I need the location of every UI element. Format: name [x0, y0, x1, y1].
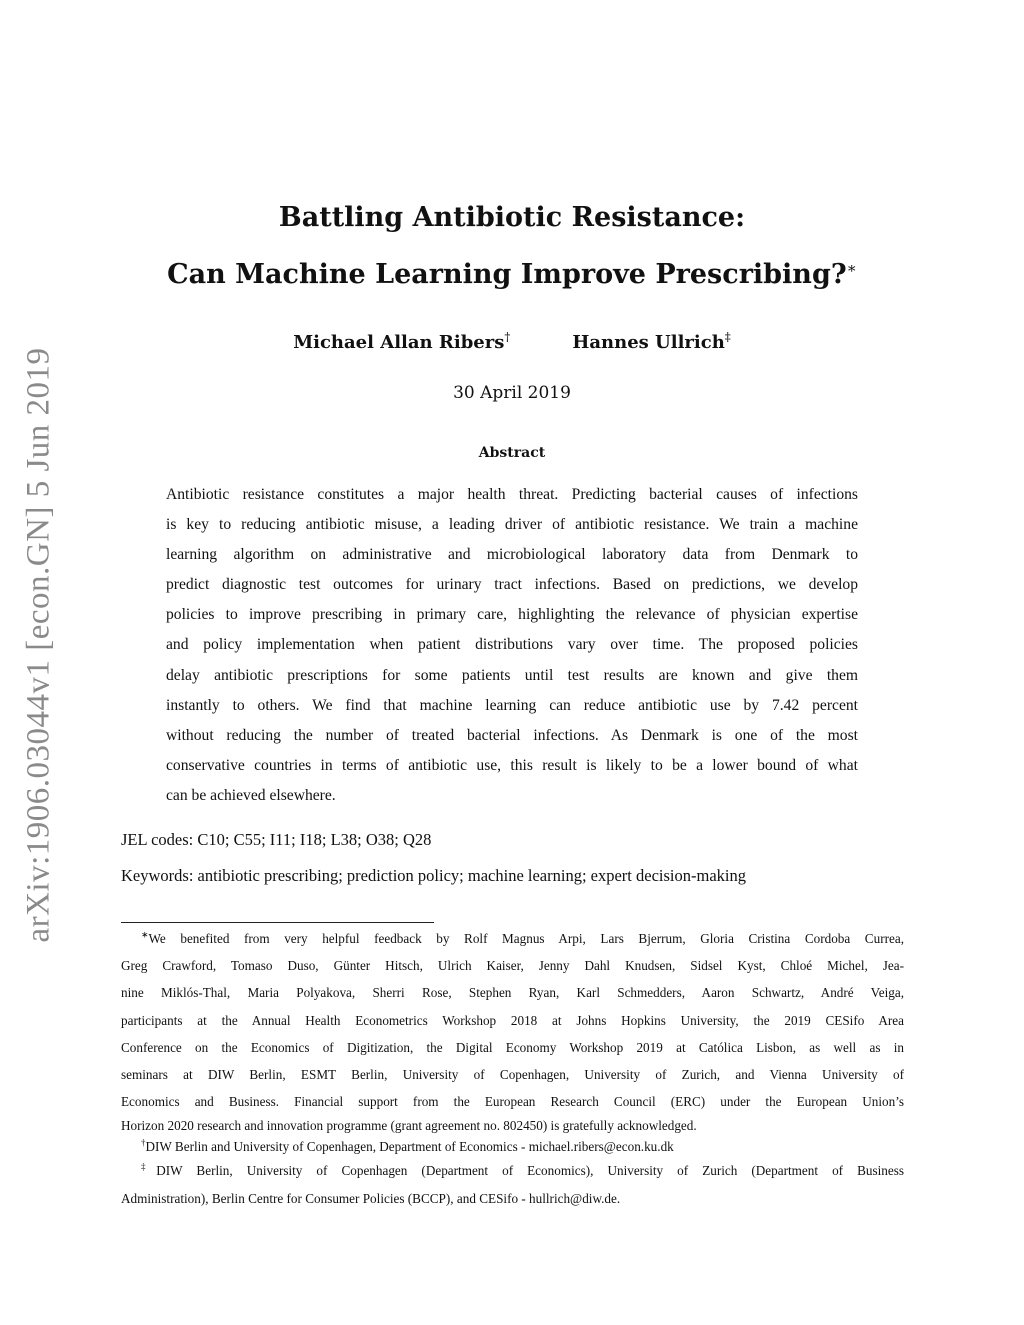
author-2-mark: ‡	[724, 330, 731, 344]
footnote-star-line: Economics and Business. Financial support from the European Research Council (ERC) under the European Union’s	[121, 1094, 904, 1110]
abstract-line: policies to improve prescribing in primary care, highlighting the relevance of physician expertise	[166, 606, 858, 624]
abstract-line: can be achieved elsewhere.	[166, 786, 336, 804]
footnote-star-line: Conference on the Economics of Digitization, the Digital Economy Workshop 2019 at Católica Lisbon, as well as in	[121, 1039, 904, 1055]
footnote-star-text: We benefited from very helpful feedback by Rolf Magnus Arpi, Lars Bjerrum, Gloria Cristina Cordoba Currea,	[148, 931, 904, 946]
author-1	[293, 330, 510, 353]
footnote-ddagger-mark: ‡	[141, 1162, 157, 1173]
paper-title-line-1	[0, 202, 1024, 233]
footnote-star-line: Greg Crawford, Tomaso Duso, Günter Hitsch, Ulrich Kaiser, Jenny Dahl Knudsen, Sidsel Kyst, Chloé Michel, Jea-	[121, 958, 904, 974]
title-line-2-text: Can Machine Learning Improve Prescribing?	[167, 259, 847, 290]
title-footnote-mark: ∗	[846, 259, 857, 277]
footnote-dagger-text: DIW Berlin and University of Copenhagen, Department of Economics - michael.ribers@econ.ku.dk	[145, 1139, 674, 1155]
footnote-divider	[121, 922, 434, 923]
author-1-name: Michael Allan Ribers	[293, 332, 505, 353]
abstract-line: conservative countries in terms of antibiotic use, this result is likely to be a lower bound of what	[166, 756, 858, 774]
author-list	[0, 330, 1024, 353]
abstract-line: and policy implementation when patient distributions vary over time. The proposed policies	[166, 636, 858, 654]
abstract-line: Antibiotic resistance constitutes a major health threat. Predicting bacterial causes of infections	[166, 486, 858, 503]
footnote-star-line: nine Miklós-Thal, Maria Polyakova, Sherri Rose, Stephen Ryan, Karl Schmedders, Aaron Schwartz, André Veiga,	[121, 985, 904, 1001]
footnote-star-line: Horizon 2020 research and innovation programme (grant agreement no. 802450) is gratefully acknowledged.	[121, 1118, 697, 1134]
footnote-star-line: participants at the Annual Health Econometrics Workshop 2018 at Johns Hopkins University, the 2019 CESifo Area	[121, 1012, 904, 1028]
arxiv-identifier-stamp: arXiv:1906.03044v1 [econ.GN] 5 Jun 2019	[20, 347, 57, 943]
paper-date: 30 April 2019	[453, 383, 571, 403]
abstract-line: without reducing the number of treated bacterial infections. As Denmark is one of the most	[166, 726, 858, 744]
abstract-heading: Abstract	[478, 445, 546, 461]
footnote-dagger-line	[121, 1136, 904, 1157]
keywords: Keywords: antibiotic prescribing; prediction policy; machine learning; expert decision-making	[121, 866, 746, 885]
footnote-star-line	[121, 925, 904, 952]
footnote-ddagger-text: DIW Berlin, University of Copenhagen (Department of Economics), University of Zurich (Department of Business	[156, 1163, 905, 1179]
abstract-body	[166, 480, 858, 811]
author-1-mark: †	[504, 330, 511, 344]
abstract-line: instantly to others. We find that machine learning can reduce antibiotic use by 7.42 percent	[166, 696, 858, 714]
paper-title-line-2	[0, 259, 1024, 290]
abstract-line: delay antibiotic prescriptions for some patients until test results are known and give them	[166, 666, 858, 684]
jel-codes: JEL codes: C10; C55; I11; I18; L38; O38; Q28	[121, 830, 432, 849]
footnote-dagger-mark: †	[141, 1138, 146, 1149]
abstract-line: predict diagnostic test outcomes for urinary tract infections. Based on predictions, we develop	[166, 576, 858, 594]
author-2	[572, 330, 730, 353]
footnote-star-line: seminars at DIW Berlin, ESMT Berlin, University of Copenhagen, University of Zurich, and Vienna University of	[121, 1067, 904, 1083]
abstract-line: is key to reducing antibiotic misuse, a leading driver of antibiotic resistance. We train a machine	[166, 516, 858, 534]
author-2-name: Hannes Ullrich	[572, 332, 725, 353]
footnote-ddagger-line: Administration), Berlin Centre for Consumer Policies (BCCP), and CESifo - hullrich@diw.de.	[121, 1190, 621, 1206]
footnote-star-mark: ∗	[141, 929, 149, 940]
title-line-1-text: Battling Antibiotic Resistance:	[278, 202, 746, 233]
footnote-ddagger-line	[121, 1157, 904, 1184]
footnotes	[121, 925, 904, 1212]
abstract-line: learning algorithm on administrative and microbiological laboratory data from Denmark to	[166, 546, 858, 564]
